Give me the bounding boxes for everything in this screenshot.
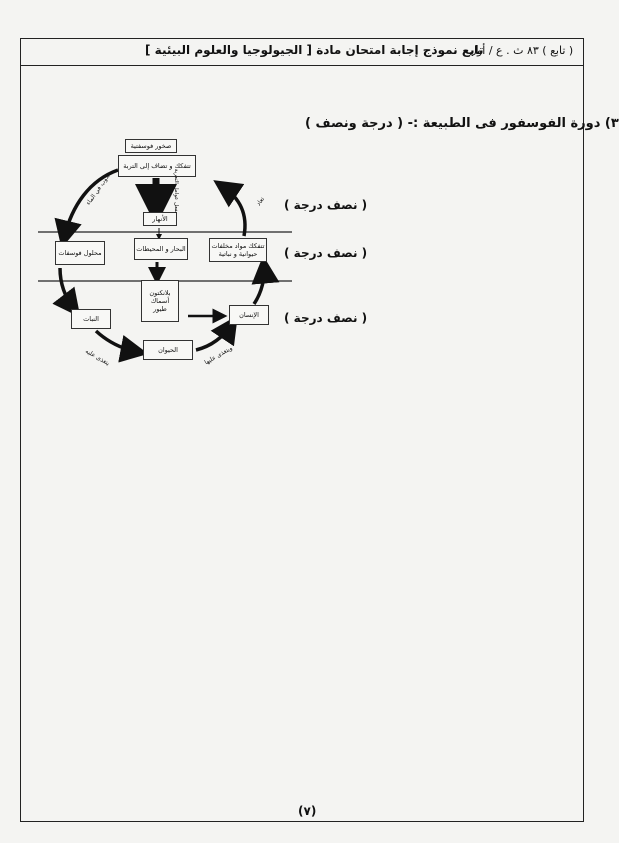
header-title: تابع نموذج إجابة امتحان مادة [ الجيولوجيا والعلوم البيئية ] — [145, 43, 484, 57]
box-seas: البحار و المحيطات — [134, 238, 188, 260]
arrow-plant-to-animal — [96, 331, 138, 352]
box-phosphate-solution: محلول فوسفات — [55, 241, 105, 265]
arrow-decompose-to-weathering — [222, 186, 245, 236]
box-rivers: الأنهار — [143, 212, 177, 226]
box-human: الإنسان — [229, 305, 269, 325]
mark-1: ( نصف درجة ) — [284, 198, 368, 212]
header-continuation: ( تابع ) ٨٣ ث . ع / أول — [469, 44, 574, 57]
label-animal-feed: ويتغذى عليها — [203, 344, 234, 367]
mark-3: ( نصف درجة ) — [284, 311, 368, 325]
label-plant-feed: يتغذى عليه — [84, 347, 111, 368]
label-return: تعاد — [255, 195, 267, 208]
box-animal: الحيوان — [143, 340, 193, 360]
label-erosion: بفعل عوامل التعرية — [173, 168, 180, 214]
box-decomposition: تتفكك مواد مخلفات حيوانية و نباتية — [209, 238, 267, 262]
mark-2: ( نصف درجة ) — [284, 246, 368, 260]
box-plankton: بلانكتون أسماك طيور — [141, 280, 179, 322]
arrow-human-to-decompose — [254, 266, 264, 304]
question-title: ٣) دورة الفوسفور فى الطبيعة :- ( درجة ونصف ) — [305, 116, 619, 131]
box-weathering: تتفكك و تضاف إلى التربة — [118, 155, 196, 177]
arrow-solution-to-plant — [60, 268, 74, 309]
box-phosphate-rocks: صخور فوسفتية — [125, 139, 177, 153]
box-plant: النبات — [71, 309, 111, 329]
label-leaching: تذوب في الماء — [84, 172, 112, 207]
page-number: (٧) — [298, 804, 317, 818]
